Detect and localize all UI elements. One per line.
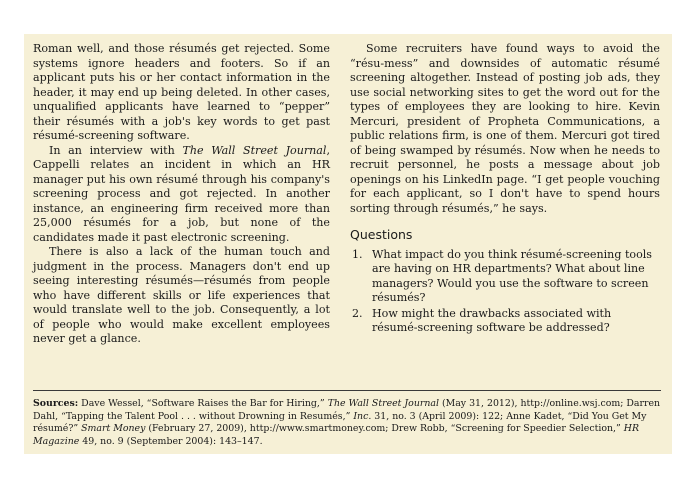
left-column (33, 42, 330, 347)
source-journal: Smart Money (81, 423, 146, 435)
case-study-box (24, 34, 672, 454)
question-text: What impact do you think résumé-screening tools are having on HR departments? What about line managers? Would you use the software to screen résumés? (372, 247, 652, 304)
source-journal: Inc. (353, 410, 372, 422)
left-paragraph-1: Roman well, and those résumés get rejected. Some systems ignore headers and footers. So if an applicant puts his or her contact information in the header, it may end up being deleted. In other cases, unqualified applicants have learned to “pepper” their résumés with a job's key words to get past résumé-screening software. (33, 42, 330, 142)
questions-heading: Questions (350, 227, 413, 242)
sources-label: Sources: (33, 398, 79, 409)
question-number: 2. (352, 306, 363, 320)
question-item (350, 307, 660, 336)
questions-list (350, 248, 660, 336)
source-text: Dave Wessel, “Software Raises the Bar for Hiring,” (78, 398, 328, 409)
question-number: 1. (352, 247, 363, 261)
source-journal: The Wall Street Journal (327, 398, 439, 409)
source-journal: HR Magazine (33, 423, 640, 447)
right-column (350, 42, 660, 337)
sources-note (33, 390, 661, 448)
left-paragraph-3: There is also a lack of the human touch and judgment in the process. Managers don't end up seeing interesting résumés—résumés from people who have different skills or life experiences that would translate well to the job. Consequently, a lot of people who would make excellent employees never get a glance. (33, 245, 330, 345)
paragraph-text: , Cappelli relates an incident in which an HR manager put his own résumé through his company's screening process and got rejected. In another instance, an engineering firm received more than 25,000 résumés for a job, but none of the candidates made it past electronic screening. (33, 143, 331, 244)
source-text: 49, no. 9 (September 2004): 143–147. (79, 435, 263, 447)
right-paragraph-1: Some recruiters have found ways to avoid the “résu-mess” and downsides of automatic résumé screening altogether. Instead of posting job ads, they use social networking sites to get the word out for the types of employees they are looking to hire. Kevin Mercuri, president of Propheta Communications, a public relations firm, is one of them. Mercuri got tired of being swamped by résumés. Now when he needs to recruit personnel, he posts a message about job openings on his LinkedIn page. “I get people vouching for each applicant, so I don't have to spend hours sorting through résumés,” he says. (350, 42, 660, 215)
source-text: (February 27, 2009), http://www.smartmoney.com; Drew Robb, “Screening for Speedier Selection,” (145, 423, 624, 435)
journal-title: The Wall Street Journal (182, 143, 327, 157)
source-text: (May 31, 2012), http://online.wsj.com; Darren Dahl, “Tapping the Talent Pool . . . without Drowning in Resumés,” (33, 398, 661, 422)
paragraph-text: In an interview with (49, 143, 183, 157)
left-paragraph-2 (33, 144, 330, 246)
question-item (350, 248, 660, 306)
source-text: 31, no. 3 (April 2009): 122; Anne Kadet, “Did You Get My résumé?” (33, 410, 647, 435)
question-text: How might the drawbacks associated with résumé-screening software be addressed? (372, 306, 612, 334)
